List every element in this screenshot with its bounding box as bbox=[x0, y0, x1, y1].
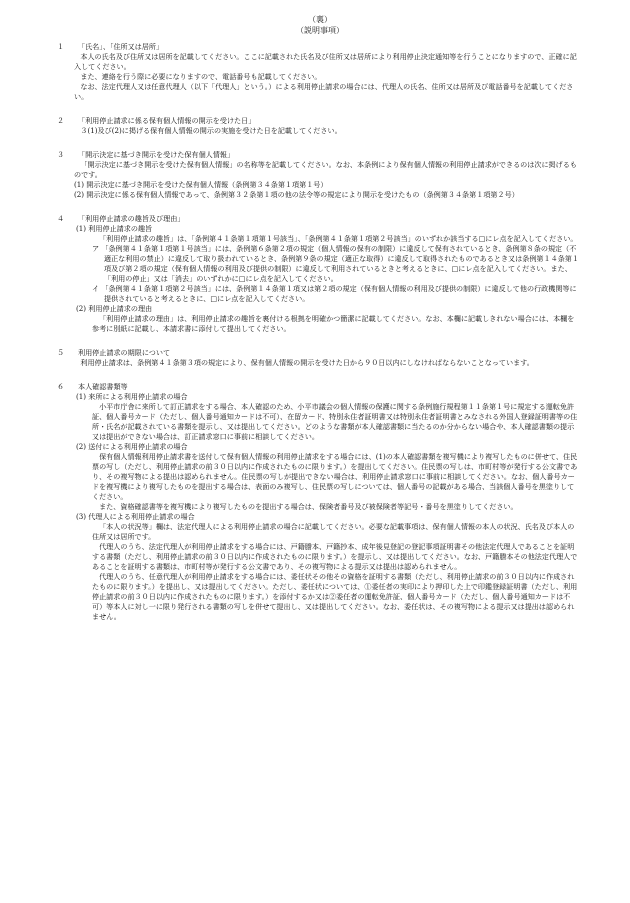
section-3 bbox=[57, 150, 580, 200]
section-6 bbox=[57, 382, 580, 622]
paragraph: 保有個人情報利用停止請求書を送付して保有個人情報の利用停止請求をする場合には、(1)の本人確認書類を複写機により複写したものに併せて、住民票の写し（ただし、利用停止請求の前３０日以内に作成されたものに限ります。）を提出してください。住民票の写しは、市町村等が発行する公文書であり、その複写物による提出は認められません。住民票の写しが提出できない場合は、利用停止請求窓口に事前に相談してください。なお、個人番号カードを複写機により複写したものを提出する場合は、表面のみ複写し、住民票の写しについては、個人番号の記載がある場合、当該個人番号を黒塗りしてください。 bbox=[92, 452, 578, 501]
list-item: イ 「条例第４１条第１項第２号該当」には、条例第１４条第１項又は第２項の規定（保有個人情報の利用及び提供の制限）に違反して他の行政機関等に提供されていると考えるときに、□にレ点を記入してください。 bbox=[92, 284, 577, 303]
page-title: （説明事項） bbox=[296, 26, 344, 35]
section-title: 「氏名」、「住所又は居所」 bbox=[78, 42, 164, 51]
paragraph: 代理人のうち、任意代理人が利用停止請求をする場合には、委任状その他その資格を証明する書類（ただし、利用停止請求の前３０日以内に作成されたものに限ります。）を提出し、又は提出してください。ただし、委任状については、①委任者の実印により押印した上で印鑑登録証明書（ただし、利用停止請求の前３０日以内に作成されたものに限ります。）を添付するか又は②委任者の運転免許証、個人番号カード（ただし、個人番号通知カードは不可）等本人に対し一に限り発行される書類の写しを併せて提出し、又は提出してください。なお、委任状は、その複写物による提示又は提出は認められません。 bbox=[92, 572, 578, 621]
section-1 bbox=[57, 42, 580, 102]
section-4 bbox=[57, 214, 580, 334]
paragraph: また、資格確認書等を複写機により複写したものを提出する場合は、保険者番号及び被保険者等記号・番号を黒塗りしてください。 bbox=[99, 502, 518, 511]
page-side-label: （裏） bbox=[308, 15, 332, 24]
paragraph: なお、法定代理人又は任意代理人（以下「代理人」という。）による利用停止請求の場合には、代理人の氏名、住所又は居所及び電話番号を記載してください。 bbox=[74, 82, 574, 101]
section-number: ４ bbox=[57, 214, 65, 223]
section-number: １ bbox=[57, 42, 65, 51]
section-title: 「利用停止請求の趣旨及び理由」 bbox=[78, 214, 185, 223]
subsection-title: (1) 来所による利用停止請求の場合 bbox=[76, 392, 188, 401]
section-title: 利用停止請求の期限について bbox=[78, 348, 171, 357]
paragraph: ３(1)及び(2)に掲げる保有個人情報の開示の実施を受けた日を記載してください。 bbox=[80, 126, 342, 135]
subsection-title: (3) 代理人による利用停止請求の場合 bbox=[76, 512, 195, 521]
section-number: ２ bbox=[57, 116, 65, 125]
subsection-title: (2) 利用停止請求の理由 bbox=[76, 304, 153, 313]
section-number: ５ bbox=[57, 348, 65, 357]
section-number: ６ bbox=[57, 382, 65, 391]
list-item: ア 「条例第４１条第１項第１号該当」には、条例第６条第２項の規定（個人情報の保有の制限）に違反して保有されているとき、条例第８条の規定（不適正な利用の禁止）に違反して取り扱われているとき、条例第９条の規定（適正な取得）に違反して取得されたものであるとき又は条例第１４条第１項及び第２項の規定（保有個人情報の利用及び提供の制限）に違反して利用されているときと考えるときに、□にレ点を記入してください。また、「利用の停止」又は「消去」のいずれかに□にレ点を記入してください。 bbox=[92, 244, 579, 283]
section-title: 本人確認書類等 bbox=[78, 382, 128, 391]
paragraph: 「開示決定に基づき開示を受けた保有個人情報」の名称等を記載してください。なお、本条例により保有個人情報の利用停止請求ができるのは次に掲げるものです。 bbox=[74, 160, 577, 179]
section-5 bbox=[57, 348, 580, 368]
section-title: 「開示決定に基づき開示を受けた保有個人情報」 bbox=[78, 150, 235, 159]
list-item: (1) 開示決定に基づき開示を受けた保有個人情報（条例第３４条第１項第１号） bbox=[74, 180, 328, 189]
paragraph: 本人の氏名及び住所又は居所を記載してください。ここに記載された氏名及び住所又は居所により利用停止決定通知等を行うことになりますので、正確に記入してください。 bbox=[74, 52, 577, 71]
paragraph: 代理人のうち、法定代理人が利用停止請求をする場合には、戸籍謄本、戸籍抄本、成年後見登記の登記事項証明書その他法定代理人であることを証明する書類（ただし、利用停止請求の前３０日以内に作成されたものに限ります。）を提示し、又は提出してください。なお、戸籍謄本その他法定代理人であることを証明する書類は、市町村等が発行する公文書であり、その複写物による提示又は提出は認められません。 bbox=[92, 542, 578, 571]
paragraph: 「利用停止請求の理由」は、利用停止請求の趣旨を裏付ける根拠を明確かつ簡潔に記載してください。なお、本欄に記載しきれない場合には、本欄を参考に別紙に記載し、本請求書に添付して提出してください。 bbox=[92, 314, 575, 333]
section-number: ３ bbox=[57, 150, 65, 159]
section-title: 「利用停止請求に係る保有個人情報の開示を受けた日」 bbox=[78, 116, 256, 125]
paragraph: 利用停止請求は、条例第４１条第３項の規定により、保有個人情報の開示を受けた日から９０日以内にしなければならないことなっています。 bbox=[80, 358, 534, 367]
subsection-title: (2) 送付による利用停止請求の場合 bbox=[76, 442, 188, 451]
paragraph: また、連絡を行う際に必要になりますので、電話番号も記載してください。 bbox=[80, 72, 322, 81]
subsection-title: (1) 利用停止請求の趣旨 bbox=[76, 224, 153, 233]
document-page bbox=[57, 14, 580, 622]
paragraph: 「本人の状況等」欄は、法定代理人による利用停止請求の場合に記載してください。必要な記載事項は、保有個人情報の本人の状況、氏名及び本人の住所又は居所です。 bbox=[92, 522, 575, 541]
section-2 bbox=[57, 116, 580, 136]
paragraph: 小平市庁舎に来所して訂正請求をする場合、本人確認のため、小平市議会の個人情報の保護に関する条例施行規程第１１条第１号に規定する運転免許証、個人番号カード（ただし、個人番号通知カードは不可）、在留カード、特別永住者証明書又は特別永住者証明書とみなされる外国人登録証明書等の住所・氏名が記載されている書類を提示し、又は提出してください。どのような書類が本人確認書類に当たるのか分からない場合や、本人確認書類の提示又は提出ができない場合は、訂正請求窓口に事前に相談してください。 bbox=[92, 402, 578, 441]
paragraph: 「利用停止請求の趣旨」は、「条例第４１条第１項第１号該当」、「条例第４１条第１項第２号該当」のいずれか該当する□にレ点を記入してください。 bbox=[99, 234, 578, 243]
list-item: (2) 開示決定に係る保有個人情報であって、条例第３２条第１項の他の法令等の規定により開示を受けたもの（条例第３４条第１項第２号） bbox=[74, 190, 519, 199]
